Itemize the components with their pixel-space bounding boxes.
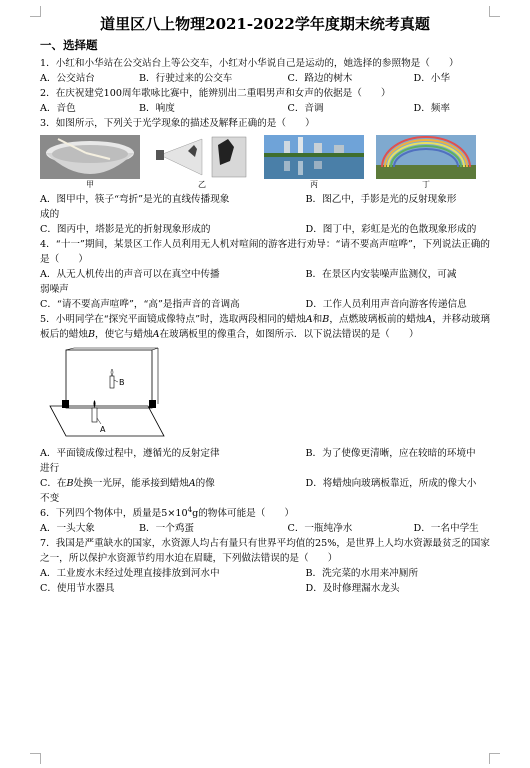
- question-stem: 1．小红和小华站在公交站台上等公交车，小红对小华说自己是运动的，她选择的参照物是（ ）: [40, 58, 459, 69]
- candle-b-label: B: [66, 478, 74, 489]
- option-row: [40, 581, 490, 596]
- page-title: 道里区八上物理2021-2022学年度期末统考真题: [100, 15, 430, 33]
- option-d[interactable]: D．图丁中，彩虹是光的色散现象形成的: [305, 224, 477, 235]
- question-2: [40, 86, 490, 116]
- option-c[interactable]: C．路边的树木: [287, 73, 353, 84]
- question-stem: 7．我国是严重缺水的国家，水资源人均占有量只有世界平均值的25%，是世界上人均水资源最贫乏的国家之一，所以保护水资源节约用水迫在眉睫，下列做法错误的是（ ）: [40, 538, 490, 564]
- figure-label: 丁: [422, 180, 430, 189]
- exponent: 4: [187, 505, 193, 514]
- stem-part: 5．小明同学在“探究平面镜成像特点”时，选取两段相同的蜡烛: [40, 314, 306, 325]
- option-a[interactable]: A．从无人机传出的声音可以在真空中传播: [40, 269, 220, 280]
- option-b[interactable]: B．行驶过来的公交车: [139, 73, 233, 84]
- question-stem: 2．在庆祝建党100周年歌咏比赛中，能辨别出二重唱男声和女声的依据是（ ）: [40, 88, 391, 99]
- stem-part: ，使它与蜡烛: [95, 329, 153, 340]
- option-d[interactable]: D．小华: [413, 73, 450, 84]
- figure-label: 甲: [86, 180, 94, 189]
- option-c[interactable]: C．一瓶纯净水: [287, 523, 353, 534]
- option-b-continued: 进行: [40, 463, 60, 474]
- candle-a-label: A: [188, 478, 196, 489]
- option-d[interactable]: D．频率: [413, 103, 450, 114]
- option-c[interactable]: C．使用节水器具: [40, 583, 115, 594]
- crop-mark-bottom-right: [489, 753, 500, 764]
- fig-label-b: B: [119, 378, 125, 387]
- figure-rainbow: [376, 135, 488, 190]
- option-a[interactable]: A．一头大象: [40, 523, 95, 534]
- option-row: [40, 267, 490, 282]
- option-b-continued: 成的: [40, 209, 60, 220]
- figure-label: 乙: [198, 180, 206, 189]
- option-row: [40, 446, 490, 461]
- stem-part: g的物体可能是（ ）: [192, 508, 295, 519]
- mirror-diagram: [48, 346, 168, 438]
- figure-row: [40, 135, 490, 190]
- option-row: [40, 297, 490, 312]
- option-b[interactable]: B．一个鸡蛋: [139, 523, 195, 534]
- option-row: [40, 566, 490, 581]
- figure-label: 丙: [310, 180, 318, 189]
- hand-shadow-image: [152, 135, 252, 179]
- question-3: [40, 116, 490, 237]
- option-d[interactable]: D．将蜡烛向玻璃板靠近，所成的像大小: [305, 478, 477, 489]
- option-d[interactable]: D．一名中学生: [413, 523, 479, 534]
- question-options: [40, 521, 490, 536]
- stem-part: 和: [312, 314, 323, 325]
- question-6: [40, 506, 490, 536]
- option-text: C．在: [40, 478, 67, 489]
- stem-part: ，并移动玻璃板后的蜡烛: [40, 314, 490, 340]
- crop-mark-bottom-left: [30, 753, 41, 764]
- option-b[interactable]: B．为了使像更清晰，应在较暗的环境中: [305, 448, 476, 459]
- mirror-experiment-figure: [48, 346, 490, 442]
- candle-a-label: A: [425, 314, 433, 325]
- option-a[interactable]: A．音色: [40, 103, 76, 114]
- question-stem: 3．如图所示，下列关于光学现象的描述及解释正确的是（ ）: [40, 118, 315, 129]
- option-b[interactable]: B．响度: [139, 103, 175, 114]
- option-text: 的像: [195, 478, 215, 489]
- question-options: [40, 101, 490, 116]
- candle-a-label: A: [305, 314, 313, 325]
- section-heading: 一、选择题: [40, 38, 98, 52]
- option-c[interactable]: [40, 476, 306, 491]
- question-stem: [40, 506, 490, 521]
- stem-part: ，点燃玻璃板前的蜡烛: [329, 314, 426, 325]
- option-a[interactable]: A．图甲中，筷子“弯折”是光的直线传播现象: [40, 194, 230, 205]
- fig-label-a: A: [100, 425, 106, 434]
- candle-b-label: B: [87, 329, 96, 340]
- question-5: [40, 312, 490, 506]
- option-d[interactable]: D．及时修理漏水龙头: [305, 583, 400, 594]
- question-1: [40, 56, 490, 86]
- option-b[interactable]: B．在景区内安装噪声监测仪，可减: [305, 269, 457, 280]
- figure-tower-reflection: [264, 135, 376, 190]
- figure-chopsticks: [40, 135, 152, 190]
- bowl-chopstick-image: [40, 135, 140, 179]
- option-c[interactable]: C．音调: [287, 103, 324, 114]
- candle-b-label: B: [322, 314, 330, 325]
- candle-a-label: A: [152, 329, 160, 340]
- stem-part: 6．下列四个物体中，质量是5×10: [40, 508, 188, 519]
- question-stem: [40, 312, 490, 342]
- question-4: [40, 237, 490, 312]
- figure-hand-shadow: [152, 135, 264, 190]
- stem-part: 在玻璃板里的像重合，如图所示．以下说法错误的是（ ）: [159, 329, 419, 340]
- tower-reflection-image: [264, 135, 364, 179]
- rainbow-image: [376, 135, 476, 179]
- option-b-continued: 弱噪声: [40, 284, 69, 295]
- option-row: [40, 192, 490, 207]
- option-row: [40, 222, 490, 237]
- option-b[interactable]: B．洗完菜的水用来冲厕所: [305, 568, 419, 579]
- option-d-continued: 不变: [40, 493, 60, 504]
- option-text: 处换一光屏，能承接到蜡烛: [73, 478, 189, 489]
- option-a[interactable]: A．工业废水未经过处理直接排放到河水中: [40, 568, 220, 579]
- option-row: [40, 476, 490, 491]
- option-d[interactable]: D．工作人员利用声音向游客传递信息: [305, 299, 467, 310]
- crop-mark-top-right: [489, 6, 500, 17]
- option-a[interactable]: A．公交站台: [40, 73, 95, 84]
- question-7: [40, 536, 490, 596]
- question-options: [40, 71, 490, 86]
- option-c[interactable]: C．“请不要高声喧哗”，“高”是指声音的音调高: [40, 299, 240, 310]
- option-b[interactable]: B．图乙中，手影是光的反射现象形: [305, 194, 457, 205]
- exam-page: [40, 14, 490, 596]
- option-c[interactable]: C．图丙中，塔影是光的折射现象形成的: [40, 224, 211, 235]
- question-stem: 4．“十一”期间，某景区工作人员利用无人机对喧闹的游客进行劝导：“请不要高声喧哗”，下列说法正确的是（ ）: [40, 239, 490, 265]
- option-a[interactable]: A．平面镜成像过程中，遵循光的反射定律: [40, 448, 220, 459]
